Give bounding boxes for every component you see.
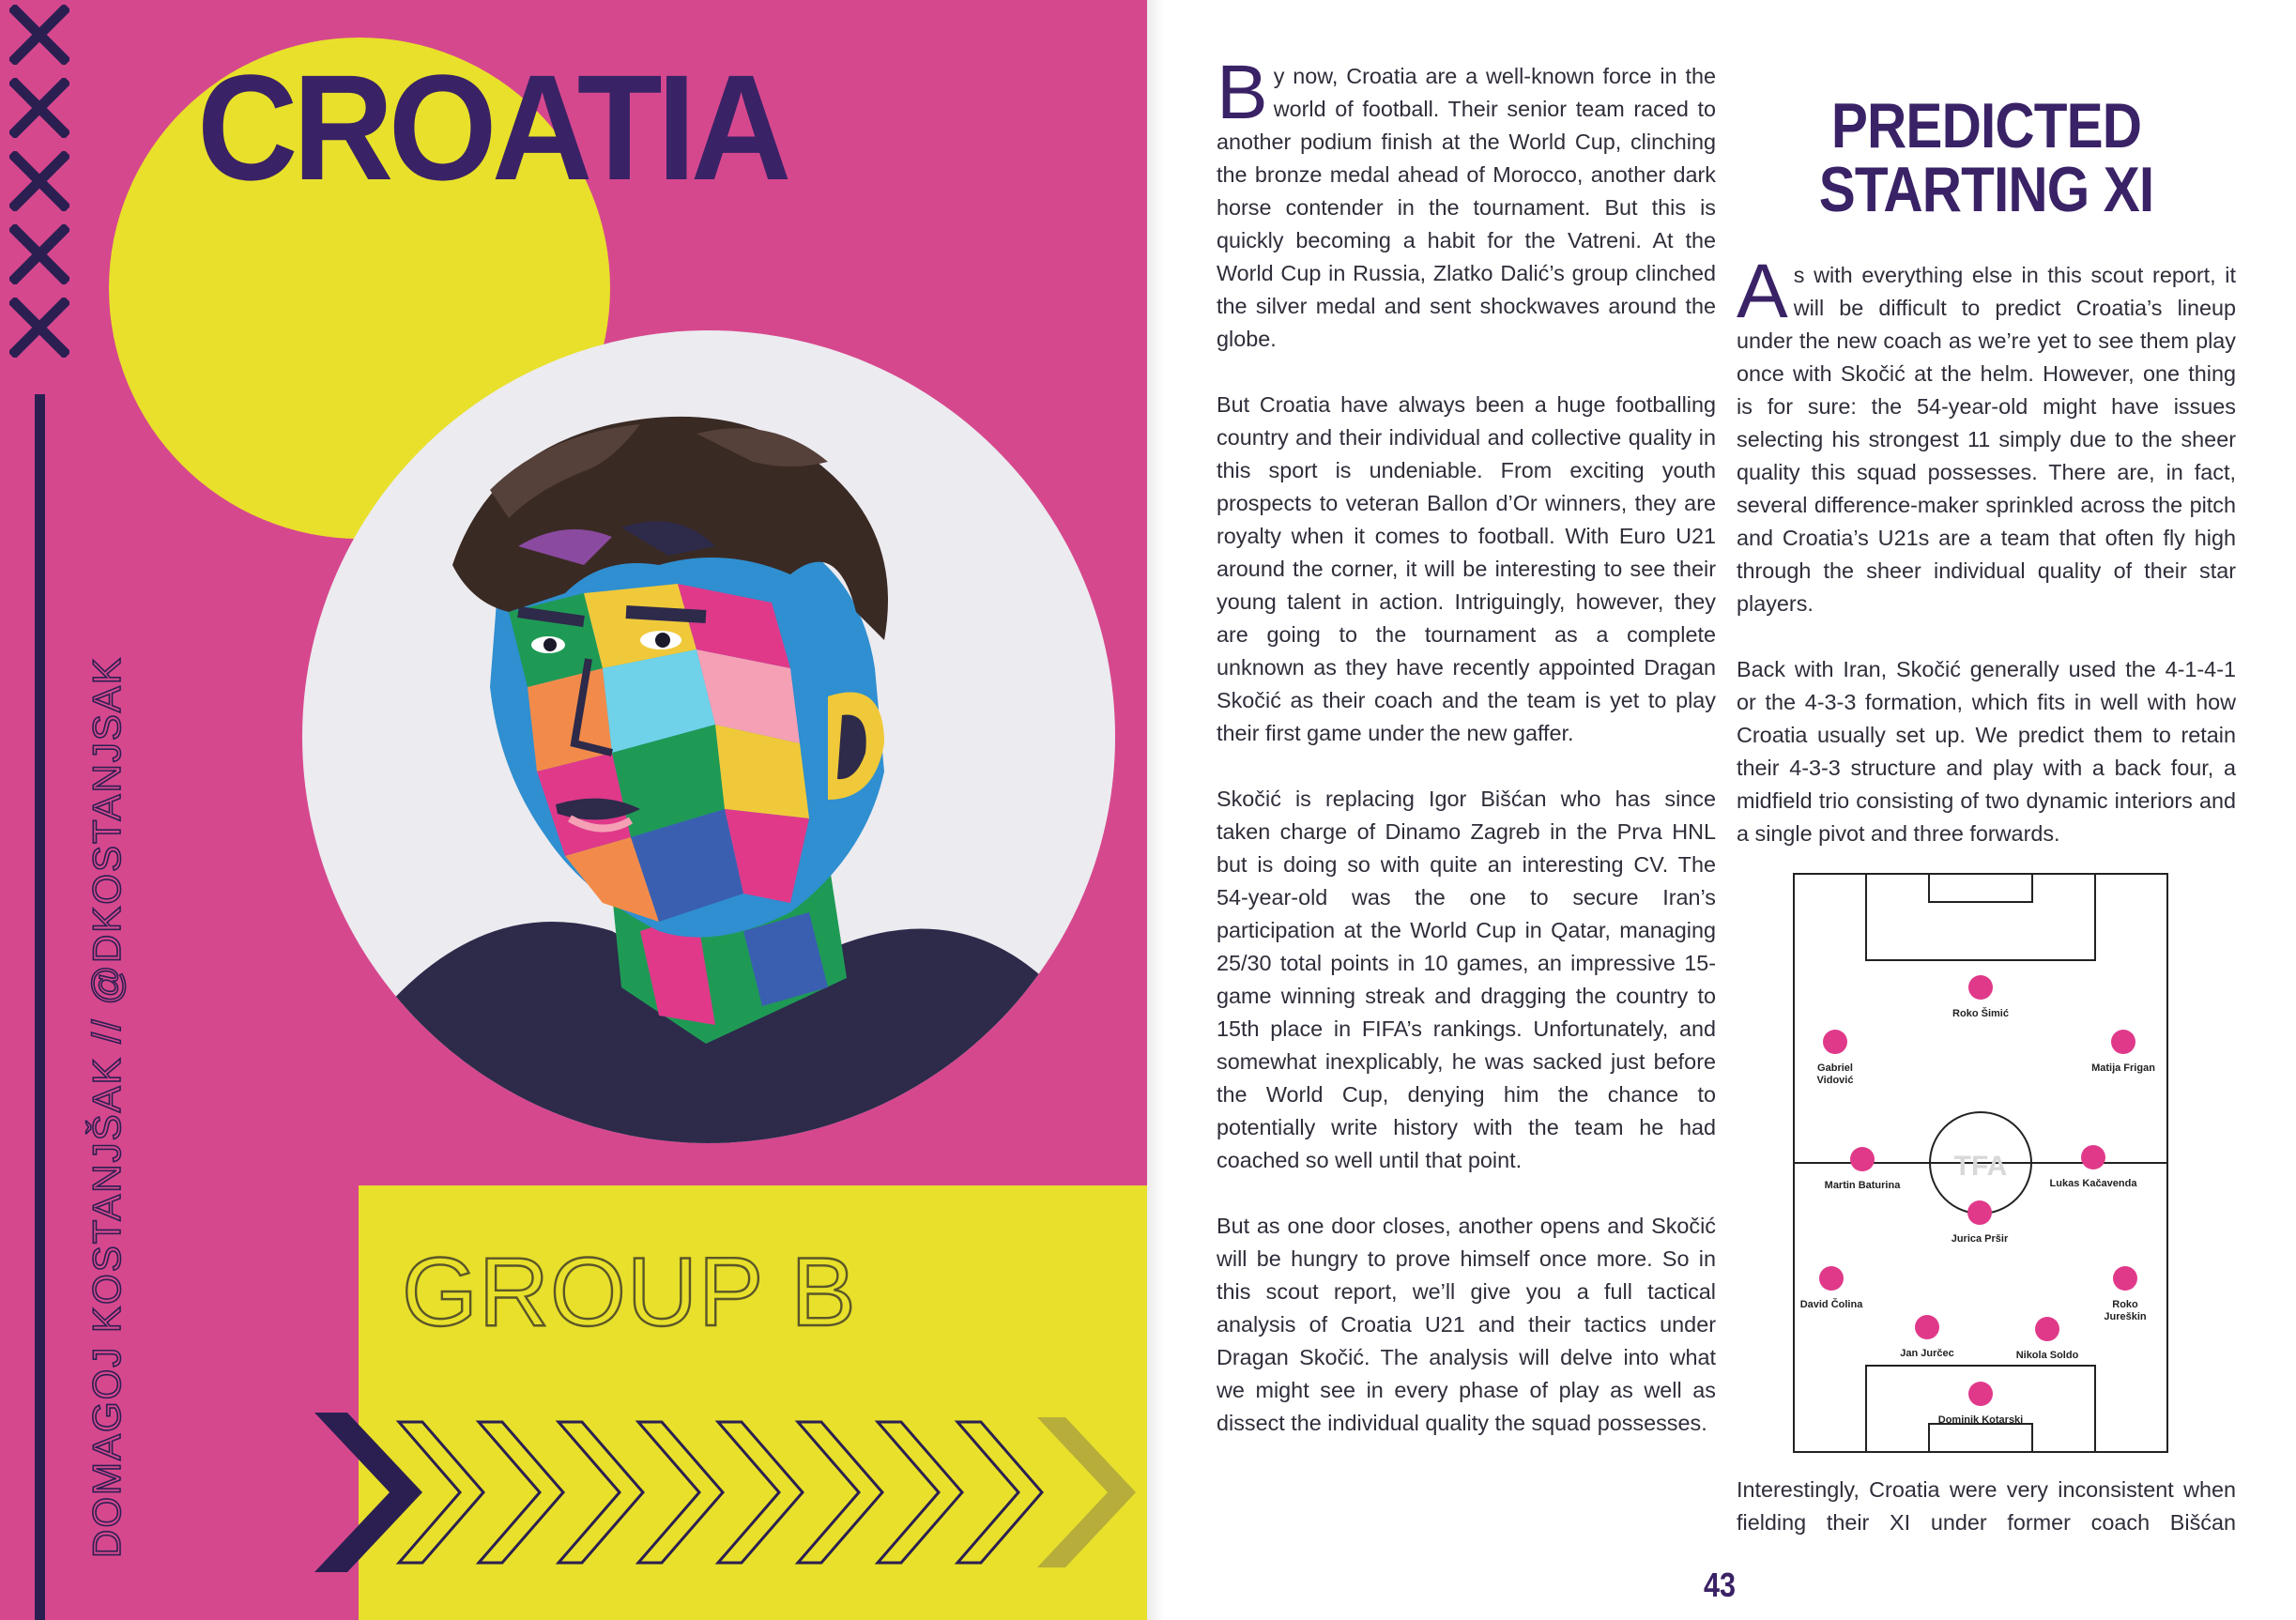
article-paragraph: But Croatia have always been a huge footballing country and their individual and collective quality in this sport is undeniable. From exciting youth prospects to veteran Ballon d’Or winners, they are royalty when it comes to football. With Euro U21 around the corner, it will be interesting to see their young talent in action. Intriguingly, however, they are going to the tournament as a complete unknown as they have recently appointed Dragan Skočić as their coach and the team is yet to play their first game under the new gaffer. bbox=[1217, 392, 1716, 745]
formation-pitch-diagram bbox=[1793, 873, 2168, 1453]
article-paragraph bbox=[1217, 50, 1716, 356]
player-name: Roko bbox=[2112, 1299, 2138, 1310]
x-mark-icon bbox=[9, 78, 69, 138]
article-paragraph: Back with Iran, Skočić generally used the 4-1-4-1 or the 4-3-3 formation, which fits in well with how Croatia usually set up. We predict them to retain their 4-3-3 structure and play with a back four, a midfield trio consisting of two dynamic interiors and a single pivot and three forwards. bbox=[1737, 657, 2236, 846]
chevron-arrows-decoration bbox=[310, 1403, 1136, 1582]
player-name: Dominik Kotarski bbox=[1937, 1414, 2024, 1426]
player-name: Gabriel bbox=[1817, 1062, 1853, 1074]
x-mark-icon bbox=[9, 298, 69, 358]
left-page bbox=[0, 0, 1147, 1620]
player-name: Jan Jurčec bbox=[1900, 1348, 1954, 1359]
heading-line-1: PREDICTED bbox=[1830, 90, 2142, 161]
player-portrait bbox=[302, 330, 1115, 1143]
closing-paragraph: Interestingly, Croatia were very inconsistent when fielding their XI under former coach Bišćan bbox=[1737, 1477, 2236, 1535]
player-name: Nikola Soldo bbox=[2015, 1350, 2079, 1361]
portrait-illustration bbox=[302, 330, 1115, 1143]
player-name: Jureškin bbox=[2104, 1311, 2147, 1322]
heading-line-2: STARTING XI bbox=[1818, 154, 2154, 225]
group-label: GROUP B bbox=[402, 1238, 857, 1347]
article-paragraph: Skočić is replacing Igor Bišćan who has since taken charge of Dinamo Zagreb in the Prva HNL but is doing so with quite an interesting CV. The 54-year-old was the one to secure Iran’s participation at the World Cup in Qatar, managing 25/30 total points in 10 games, an impressive 15-game winning streak and dragging the country to 15th place in FIFA’s rankings. Unfortunately, and somewhat inexplicably, he was sacked just before the World Cup, denying him the chance to potentially write history with the team he had coached so well until that point. bbox=[1217, 787, 1716, 1172]
pitch-watermark: TFA bbox=[1953, 1151, 2008, 1182]
x-mark-icon bbox=[9, 224, 69, 284]
drop-cap: A bbox=[1737, 249, 1788, 334]
author-credit: DOMAGOJ KOSTANJŠAK // @DKOSTANJSAK bbox=[84, 656, 129, 1558]
article-column-2 bbox=[1737, 249, 2236, 883]
player-name: Martin Baturina bbox=[1824, 1180, 1901, 1191]
player-name: Matija Frigan bbox=[2091, 1062, 2155, 1074]
player-name: Jurica Pršir bbox=[1951, 1233, 2009, 1245]
page-title: CROATIA bbox=[197, 43, 787, 211]
article-column-1 bbox=[1217, 50, 1716, 1473]
x-mark-icon bbox=[9, 5, 69, 65]
section-heading bbox=[1771, 90, 2201, 225]
drop-cap: B bbox=[1217, 50, 1268, 135]
player-name: Roko Šimić bbox=[1952, 1008, 2009, 1019]
vertical-bar bbox=[35, 394, 45, 1620]
article-paragraph: But as one door closes, another opens and Skočić will be hungry to prove himself once more. So in this scout report, we’ll give you a full tactical analysis of Croatia U21 and their tactics under Dragan Skočić. The analysis will delve into what we might see in every phase of play as well as dissect the individual quality the squad possesses. bbox=[1217, 1214, 1716, 1435]
paragraph-text: y now, Croatia are a well-known force in the world of football. Their senior team raced to another podium finish at the World Cup, clinching the bronze medal ahead of Morocco, another dark horse contender in the tournament. But this is quickly becoming a habit for the Vatreni. At the World Cup in Russia, Zlatko Dalić’s group clinched the silver medal and sent shockwaves around the globe. bbox=[1217, 64, 1716, 351]
page-number: 43 bbox=[1704, 1566, 1737, 1604]
x-marks bbox=[9, 5, 75, 371]
x-mark-icon bbox=[9, 151, 69, 211]
player-name: Vidović bbox=[1816, 1075, 1854, 1086]
gutter-shadow bbox=[1147, 0, 1164, 1620]
right-page bbox=[1147, 0, 2296, 1620]
player-name: Lukas Kačavenda bbox=[2049, 1178, 2137, 1189]
paragraph-text: s with everything else in this scout report, it will be difficult to predict Croatia’s lineup under the new coach as we’re yet to see them play once with Skočić at the helm. However, one thing is for sure: the 54-year-old might have issues selecting his strongest 11 simply due to the sheer quality this squad possesses. There are, in fact, several difference-maker sprinkled across the pitch and Croatia’s U21s are a team that often fly high through the sheer individual quality of their star players. bbox=[1737, 263, 2236, 616]
article-paragraph bbox=[1737, 249, 2236, 620]
player-name: David Čolina bbox=[1799, 1299, 1863, 1310]
